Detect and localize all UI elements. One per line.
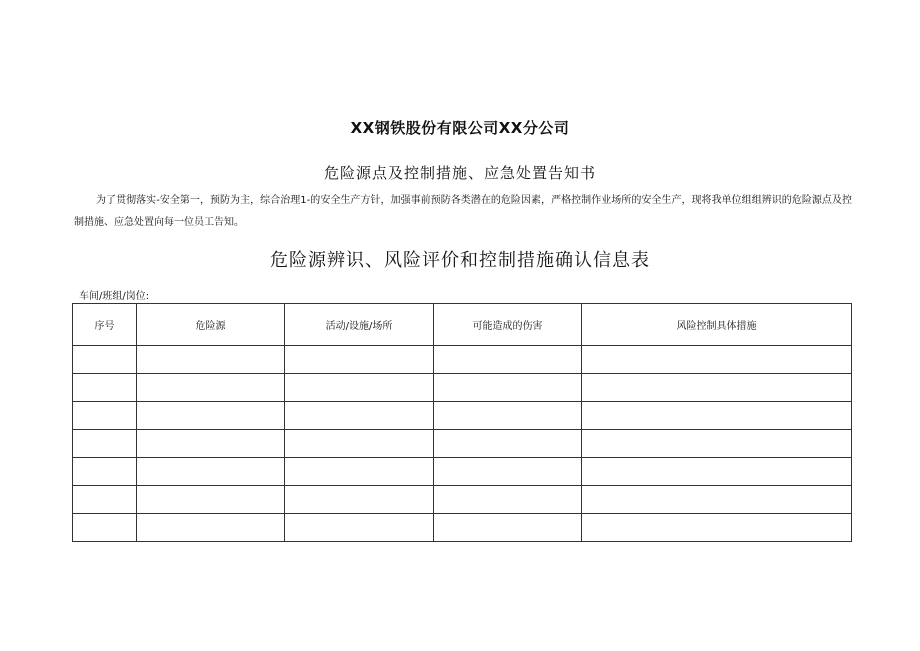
table-row [73,486,852,514]
table-row [73,430,852,458]
cell-activity-facility-site [285,486,434,514]
cell-possible-injury [434,430,582,458]
cell-risk-control-measures [582,458,852,486]
cell-risk-control-measures [582,346,852,374]
table-title: 危险源辨识、风险评价和控制措施确认信息表 [270,250,650,271]
cell-activity-facility-site [285,346,434,374]
table-row [73,374,852,402]
cell-possible-injury [434,346,582,374]
cell-possible-injury [434,458,582,486]
cell-hazard-source [137,374,285,402]
header-activity-facility-site: 活动/设施/场所 [285,304,434,346]
hazard-info-table [72,303,852,542]
cell-possible-injury [434,374,582,402]
cell-risk-control-measures [582,402,852,430]
cell-hazard-source [137,430,285,458]
notice-title: 危险源点及控制措施、应急处置告知书 [323,164,596,182]
cell-activity-facility-site [285,514,434,542]
cell-hazard-source [137,346,285,374]
cell-serial-number [73,458,137,486]
cell-activity-facility-site [285,430,434,458]
cell-hazard-source [137,514,285,542]
cell-serial-number [73,486,137,514]
table-header-row [73,304,852,346]
cell-possible-injury [434,486,582,514]
cell-activity-facility-site [285,458,434,486]
company-title: XX钢铁股份有限公司XX分公司 [350,119,570,137]
cell-hazard-source [137,458,285,486]
header-hazard-source: 危险源 [137,304,285,346]
header-risk-control-measures: 风险控制具体措施 [582,304,852,346]
table-row [73,402,852,430]
cell-activity-facility-site [285,374,434,402]
table-row [73,458,852,486]
cell-risk-control-measures [582,486,852,514]
header-possible-injury: 可能造成的伤害 [434,304,582,346]
cell-serial-number [73,402,137,430]
cell-serial-number [73,430,137,458]
table-row [73,346,852,374]
table-row [73,514,852,542]
cell-serial-number [73,346,137,374]
cell-risk-control-measures [582,514,852,542]
cell-risk-control-measures [582,374,852,402]
workshop-label: 车间/班组/岗位: [79,291,150,302]
intro-paragraph: 为了贯彻落实-安全第一，预防为主，综合治理1-的安全生产方针，加强事前预防各类潜在的危险因素，严格控制作业场所的安全生产，现将我单位组组辨识的危险源点及控制措施、应急处置向每一位员工告知。 [74,195,852,228]
cell-possible-injury [434,514,582,542]
cell-serial-number [73,374,137,402]
cell-serial-number [73,514,137,542]
cell-possible-injury [434,402,582,430]
cell-activity-facility-site [285,402,434,430]
cell-risk-control-measures [582,430,852,458]
cell-hazard-source [137,402,285,430]
header-serial-number: 序号 [73,304,137,346]
cell-hazard-source [137,486,285,514]
